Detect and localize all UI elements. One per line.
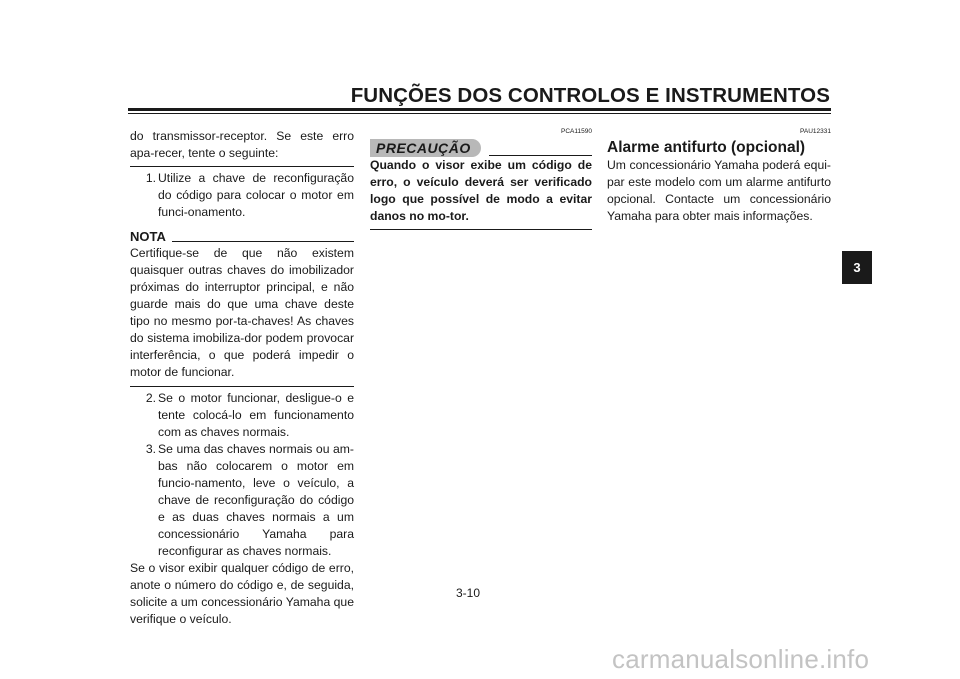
page-number: 3-10 xyxy=(456,586,481,600)
reference-code: PCA11590 xyxy=(561,128,592,135)
column-left xyxy=(130,128,354,628)
closing-paragraph: Se o visor exibir qualquer código de erro, anote o número do código e, de seguida, solicite a um concessionário Yamaha que verifique o veículo. xyxy=(130,561,354,626)
list-text: Utilize a chave de reconfiguração do código para colocar o motor em funci-onamento. xyxy=(158,171,354,219)
list-item-2 xyxy=(130,390,354,441)
caution-rule xyxy=(489,155,592,156)
column-middle xyxy=(370,128,592,230)
watermark: carmanualsonline.info xyxy=(612,644,870,674)
list-item-1 xyxy=(130,170,354,221)
nota-text: Certifique-se de que não existem quaisquer outras chaves do imobilizador próximas do interruptor principal, e não guarde mais do que uma chave deste tipo no mesmo por-ta-chaves! As chaves do sistema imobiliza-dor podem provocar interferência, o que poderá impedir o motor de funcionar. xyxy=(130,246,354,379)
intro-paragraph: do transmissor-receptor. Se este erro apa-recer, tente o seguinte: xyxy=(130,129,354,160)
caution-text: Quando o visor exibe um código de erro, o veículo deverá ser verificado logo que possível de modo a evitar danos no mo-tor. xyxy=(370,158,592,223)
chapter-tab: 3 xyxy=(842,251,872,284)
list-number: 1. xyxy=(145,171,156,185)
nota-header xyxy=(130,229,354,244)
list-text: Se uma das chaves normais ou am-bas não colocarem o motor em funcio-namento, leve o veículo, a chave de reconfiguração do código e as duas chaves normais a um concessionário Yamaha para reconfigurar as chaves normais. xyxy=(158,442,354,558)
page-title: FUNÇÕES DOS CONTROLOS E INSTRUMENTOS xyxy=(350,84,830,107)
divider xyxy=(130,166,354,167)
list-item-3 xyxy=(130,441,354,560)
nota-label: NOTA xyxy=(130,229,166,244)
nota-rule xyxy=(172,241,354,242)
header-rule-thin xyxy=(128,113,831,114)
section-body: Um concessionário Yamaha poderá equi-par este modelo com um alarme antifurto opcional. Contacte um concessionário Yamaha para obter mais informações. xyxy=(607,158,831,223)
reference-code: PAU12331 xyxy=(800,128,831,135)
list-text: Se o motor funcionar, desligue-o e tente colocá-lo em funcionamento com as chaves normais. xyxy=(158,391,354,439)
caution-header xyxy=(370,139,592,157)
list-number: 2. xyxy=(145,391,156,405)
list-number: 3. xyxy=(145,442,156,456)
header-rule-thick xyxy=(128,108,831,111)
caution-badge: PRECAUÇÃO xyxy=(370,139,481,157)
column-right xyxy=(607,128,831,225)
section-title: Alarme antifurto (opcional) xyxy=(607,139,806,156)
divider xyxy=(130,386,354,387)
divider xyxy=(370,229,592,230)
